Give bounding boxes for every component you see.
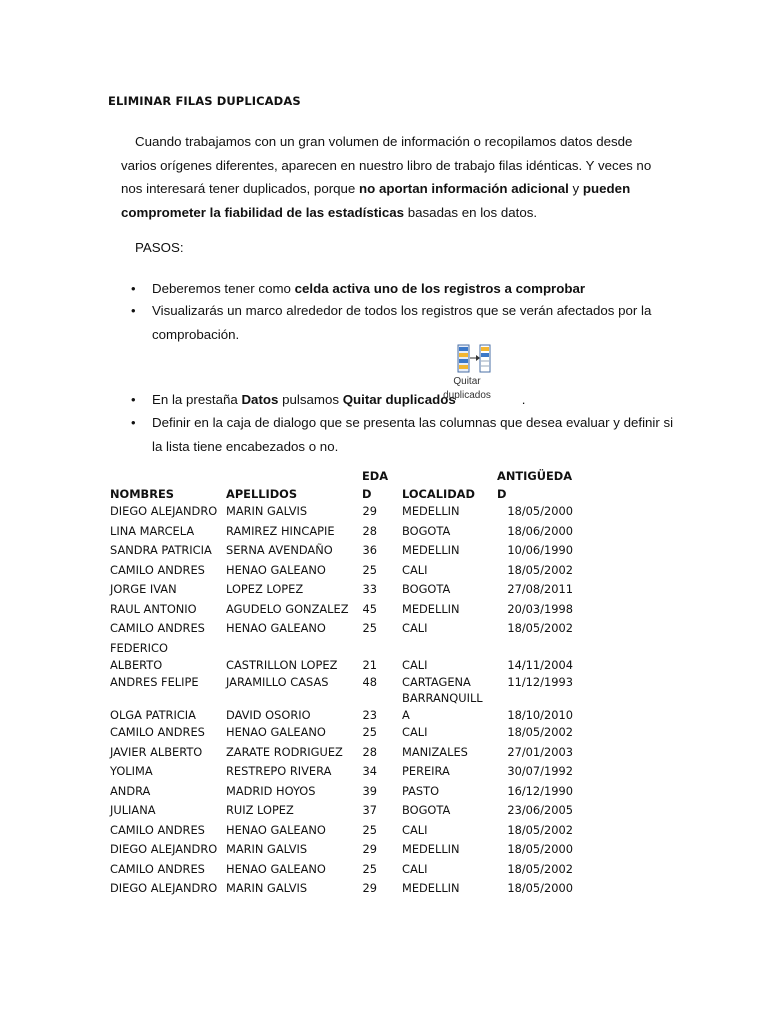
cell-nombre: CAMILO ANDRES <box>110 621 205 635</box>
cell-edad: 23 <box>362 708 377 722</box>
cell-edad: 36 <box>362 543 377 557</box>
cell-antiguedad: 18/05/2002 <box>507 725 573 739</box>
step-4-text: Definir en la caja de dialogo que se presenta las columnas que desea evaluar y definir si la lista tiene encabezados o no. <box>152 415 674 454</box>
cell-edad: 25 <box>362 861 377 876</box>
cell-localidad-line1: BARRANQUILL <box>402 691 483 705</box>
pasos-heading: PASOS: <box>135 240 184 255</box>
cell-apellido: RESTREPO RIVERA <box>226 764 332 778</box>
icon-label-1: Quitar <box>453 376 481 387</box>
cell-antiguedad: 16/12/1990 <box>507 783 573 798</box>
cell-antiguedad: 18/06/2000 <box>507 523 573 538</box>
cell-localidad: PASTO <box>402 783 440 798</box>
icon-label-2: duplicados <box>443 390 491 401</box>
cell-edad: 29 <box>362 504 377 518</box>
cell-nombre: RAUL ANTONIO <box>110 601 197 616</box>
step-1-bold: celda activa uno de los registros a comprobar <box>294 281 586 296</box>
cell-localidad: MEDELLIN <box>402 842 460 856</box>
cell-apellido: MADRID HOYOS <box>226 783 316 798</box>
intro-bold-1: no aportan información adicional <box>359 181 569 196</box>
cell-nombre: SANDRA PATRICIA <box>110 543 212 557</box>
intro-text-1: Cuando trabajamos con un gran volumen de información o recopilamos datos desde varios orígenes diferentes, aparecen en nuestro libro de trabajo filas idénticas. Y veces no nos interesará tener duplicados, porque <box>121 134 652 196</box>
cell-localidad: MEDELLIN <box>402 504 460 518</box>
bullet-icon: • <box>131 303 136 318</box>
cell-edad: 25 <box>362 725 377 739</box>
cell-nombre: DIEGO ALEJANDRO <box>110 504 218 518</box>
cell-antiguedad: 18/05/2000 <box>507 881 573 895</box>
cell-edad: 37 <box>362 803 377 817</box>
cell-antiguedad: 20/03/1998 <box>507 601 573 616</box>
cell-edad: 25 <box>362 621 377 635</box>
document-title: ELIMINAR FILAS DUPLICADAS <box>108 94 301 108</box>
header-nombres: NOMBRES <box>110 487 174 501</box>
header-edad-2: D <box>362 487 372 501</box>
cell-nombre: CAMILO ANDRES <box>110 861 205 876</box>
bullet-icon: • <box>131 392 136 407</box>
cell-antiguedad: 14/11/2004 <box>507 657 573 672</box>
cell-apellido: HENAO GALEANO <box>226 562 326 577</box>
cell-nombre: ANDRA <box>110 783 151 798</box>
header-edad-1: EDA <box>362 469 389 483</box>
cell-nombre: DIEGO ALEJANDRO <box>110 842 218 856</box>
cell-edad: 25 <box>362 822 377 837</box>
cell-localidad: MANIZALES <box>402 744 468 759</box>
cell-nombre: DIEGO ALEJANDRO <box>110 881 218 895</box>
step-1-text: Deberemos tener como <box>152 281 295 296</box>
cell-antiguedad: 27/01/2003 <box>507 744 573 759</box>
intro-text-3: basadas en los datos. <box>404 204 538 220</box>
cell-edad: 28 <box>362 523 377 538</box>
bullet-icon: • <box>131 281 136 296</box>
cell-antiguedad: 18/05/2000 <box>507 504 573 518</box>
cell-nombre: LINA MARCELA <box>110 523 195 538</box>
cell-antiguedad: 30/07/1992 <box>507 764 573 778</box>
cell-edad: 39 <box>362 783 377 798</box>
intro-bold-2: pueden comprometer la fiabilidad de las estadísticas <box>121 181 631 220</box>
cell-apellido: AGUDELO GONZALEZ <box>226 601 349 616</box>
cell-nombre: YOLIMA <box>110 764 153 778</box>
header-localidad: LOCALIDAD <box>402 487 475 501</box>
cell-apellido: RAMIREZ HINCAPIE <box>226 523 335 538</box>
cell-localidad: CALI <box>402 725 428 739</box>
cell-nombre: JULIANA <box>110 803 156 817</box>
cell-apellido: HENAO GALEANO <box>226 822 326 837</box>
cell-localidad: BOGOTA <box>402 582 451 596</box>
cell-antiguedad: 10/06/1990 <box>507 543 573 557</box>
cell-nombre: JORGE IVAN <box>110 582 177 596</box>
cell-localidad: CALI <box>402 562 428 577</box>
cell-apellido: HENAO GALEANO <box>226 621 326 635</box>
step-3-bold-quitar: Quitar duplicados <box>342 392 456 407</box>
cell-nombre: JAVIER ALBERTO <box>110 744 203 759</box>
cell-localidad: BOGOTA <box>402 523 451 538</box>
cell-localidad: CALI <box>402 861 428 876</box>
cell-localidad: BOGOTA <box>402 803 451 817</box>
cell-apellido: HENAO GALEANO <box>226 861 326 876</box>
cell-edad: 21 <box>362 657 377 672</box>
step-1 <box>131 277 585 301</box>
cell-apellido: MARIN GALVIS <box>226 504 308 518</box>
cell-antiguedad: 18/05/2002 <box>507 861 573 876</box>
step-2-text: Visualizarás un marco alrededor de todos los registros que se verán afectados por la comprobación. <box>152 303 652 342</box>
cell-edad: 29 <box>362 881 377 895</box>
intro-paragraph <box>121 130 661 224</box>
quitar-duplicados-icon <box>443 344 497 404</box>
cell-antiguedad: 18/05/2002 <box>507 822 573 837</box>
cell-nombre: CAMILO ANDRES <box>110 562 205 577</box>
cell-apellido: JARAMILLO CASAS <box>226 674 329 689</box>
cell-antiguedad: 18/05/2000 <box>507 842 573 856</box>
cell-edad: 34 <box>362 764 377 778</box>
cell-edad: 33 <box>362 582 377 596</box>
cell-antiguedad: 18/05/2002 <box>507 562 573 577</box>
cell-nombre-line1: FEDERICO <box>110 640 168 655</box>
cell-edad: 29 <box>362 842 377 856</box>
cell-edad: 45 <box>362 601 377 616</box>
cell-localidad: CALI <box>402 621 428 635</box>
header-antiguedad-2: D <box>497 487 507 501</box>
step-3-bold-datos: Datos <box>241 392 279 407</box>
cell-nombre: ANDRES FELIPE <box>110 674 199 689</box>
step-3-text: En la prestaña <box>152 392 242 407</box>
cell-localidad: MEDELLIN <box>402 881 460 895</box>
cell-localidad: CARTAGENA <box>402 674 471 689</box>
cell-edad: 28 <box>362 744 377 759</box>
cell-antiguedad: 11/12/1993 <box>507 674 573 689</box>
cell-apellido: ZARATE RODRIGUEZ <box>226 744 343 759</box>
quitar-duplicados-graphic <box>457 344 491 374</box>
step-4 <box>131 411 682 459</box>
bullet-icon: • <box>131 415 136 430</box>
cell-localidad: PEREIRA <box>402 764 450 778</box>
cell-nombre: CAMILO ANDRES <box>110 822 205 837</box>
step-3-mid: pulsamos <box>278 392 343 407</box>
cell-localidad: MEDELLIN <box>402 601 460 616</box>
cell-edad: 25 <box>362 562 377 577</box>
step-3-end: . <box>521 392 526 407</box>
cell-edad: 48 <box>362 674 377 689</box>
cell-antiguedad: 18/05/2002 <box>507 621 573 635</box>
cell-apellido: RUIZ LOPEZ <box>226 803 294 817</box>
cell-antiguedad: 27/08/2011 <box>507 582 573 596</box>
header-apellidos: APELLIDOS <box>226 487 298 501</box>
cell-localidad: CALI <box>402 657 428 672</box>
cell-nombre: OLGA PATRICIA <box>110 708 196 722</box>
cell-localidad: CALI <box>402 822 428 837</box>
cell-antiguedad: 23/06/2005 <box>507 803 573 817</box>
cell-nombre-line2: ALBERTO <box>110 657 163 672</box>
cell-localidad-line2: A <box>402 708 410 722</box>
cell-apellido: MARIN GALVIS <box>226 881 308 895</box>
cell-apellido: CASTRILLON LOPEZ <box>226 657 338 672</box>
cell-apellido: MARIN GALVIS <box>226 842 308 856</box>
cell-apellido: SERNA AVENDAÑO <box>226 543 333 557</box>
header-antiguedad-1: ANTIGÜEDA <box>497 469 573 483</box>
cell-apellido: LOPEZ LOPEZ <box>226 582 304 596</box>
cell-localidad: MEDELLIN <box>402 543 460 557</box>
cell-apellido: HENAO GALEANO <box>226 725 326 739</box>
cell-antiguedad: 18/10/2010 <box>507 708 573 722</box>
intro-text-2: y <box>568 181 583 196</box>
cell-apellido: DAVID OSORIO <box>226 708 311 722</box>
step-2 <box>131 299 682 347</box>
cell-nombre: CAMILO ANDRES <box>110 725 205 739</box>
